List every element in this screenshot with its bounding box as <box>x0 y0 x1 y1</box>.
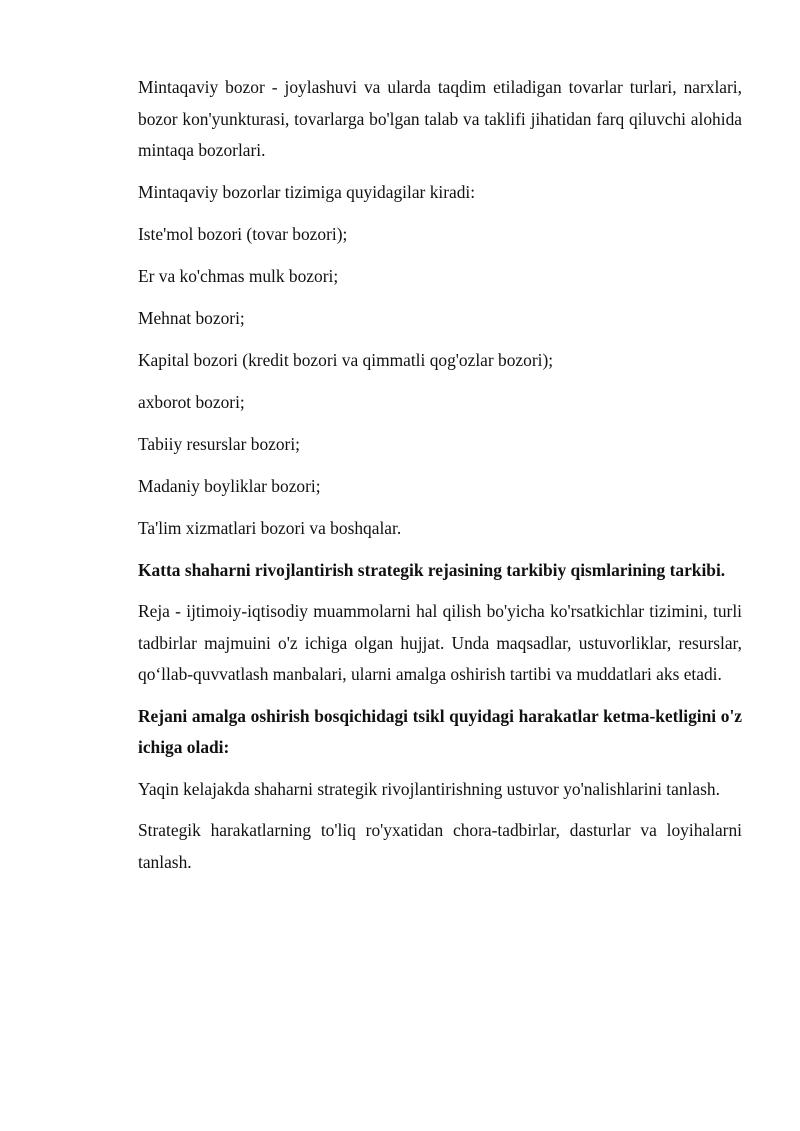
list-item: Iste'mol bozori (tovar bozori); <box>138 223 348 244</box>
list-item: Tabiiy resurslar bozori; <box>138 433 301 454</box>
list-item: Ta'lim xizmatlari bozori va boshqalar. <box>138 517 402 538</box>
step-paragraph: Yaqin kelajakda shaharni strategik rivojlantirishning ustuvor yo'nalishlarini tanlash. <box>138 778 720 799</box>
document-body <box>138 72 742 888</box>
step-paragraph: Strategik harakatlarning to'liq ro'yxatidan chora-tadbirlar, dasturlar va loyihalarni tanlash. <box>138 820 742 872</box>
list-item: Kapital bozori (kredit bozori va qimmatli qog'ozlar bozori); <box>138 349 554 370</box>
list-intro: Mintaqaviy bozorlar tizimiga quyidagilar kiradi: <box>138 181 476 202</box>
section-heading: Katta shaharni rivojlantirish strategik rejasining tarkibiy qismlarining tarkibi. <box>138 559 726 580</box>
list-item: Madaniy boyliklar bozori; <box>138 475 321 496</box>
list-item: axborot bozori; <box>138 391 245 412</box>
list-item: Er va ko'chmas mulk bozori; <box>138 265 339 286</box>
list-item: Mehnat bozori; <box>138 307 245 328</box>
plan-paragraph: Reja - ijtimoiy-iqtisodiy muammolarni hal qilish bo'yicha ko'rsatkichlar tizimini, turli tadbirlar majmuini o'z ichiga olgan hujjat. Unda maqsadlar, ustuvorliklar, resurslar, qo‘llab-quvvatlash manbalari, ularni amalga oshirish tartibi va muddatlari aks etadi. <box>138 601 742 684</box>
section-heading: Rejani amalga oshirish bosqichidagi tsikl quyidagi harakatlar ketma-ketligini o'z ichiga oladi: <box>138 705 742 757</box>
intro-paragraph: Mintaqaviy bozor - joylashuvi va ularda taqdim etiladigan tovarlar turlari, narxlari, bozor kon'yunkturasi, tovarlarga bo'lgan talab va taklifi jihatidan farq qiluvchi alohida mintaqa bozorlari. <box>138 77 742 160</box>
